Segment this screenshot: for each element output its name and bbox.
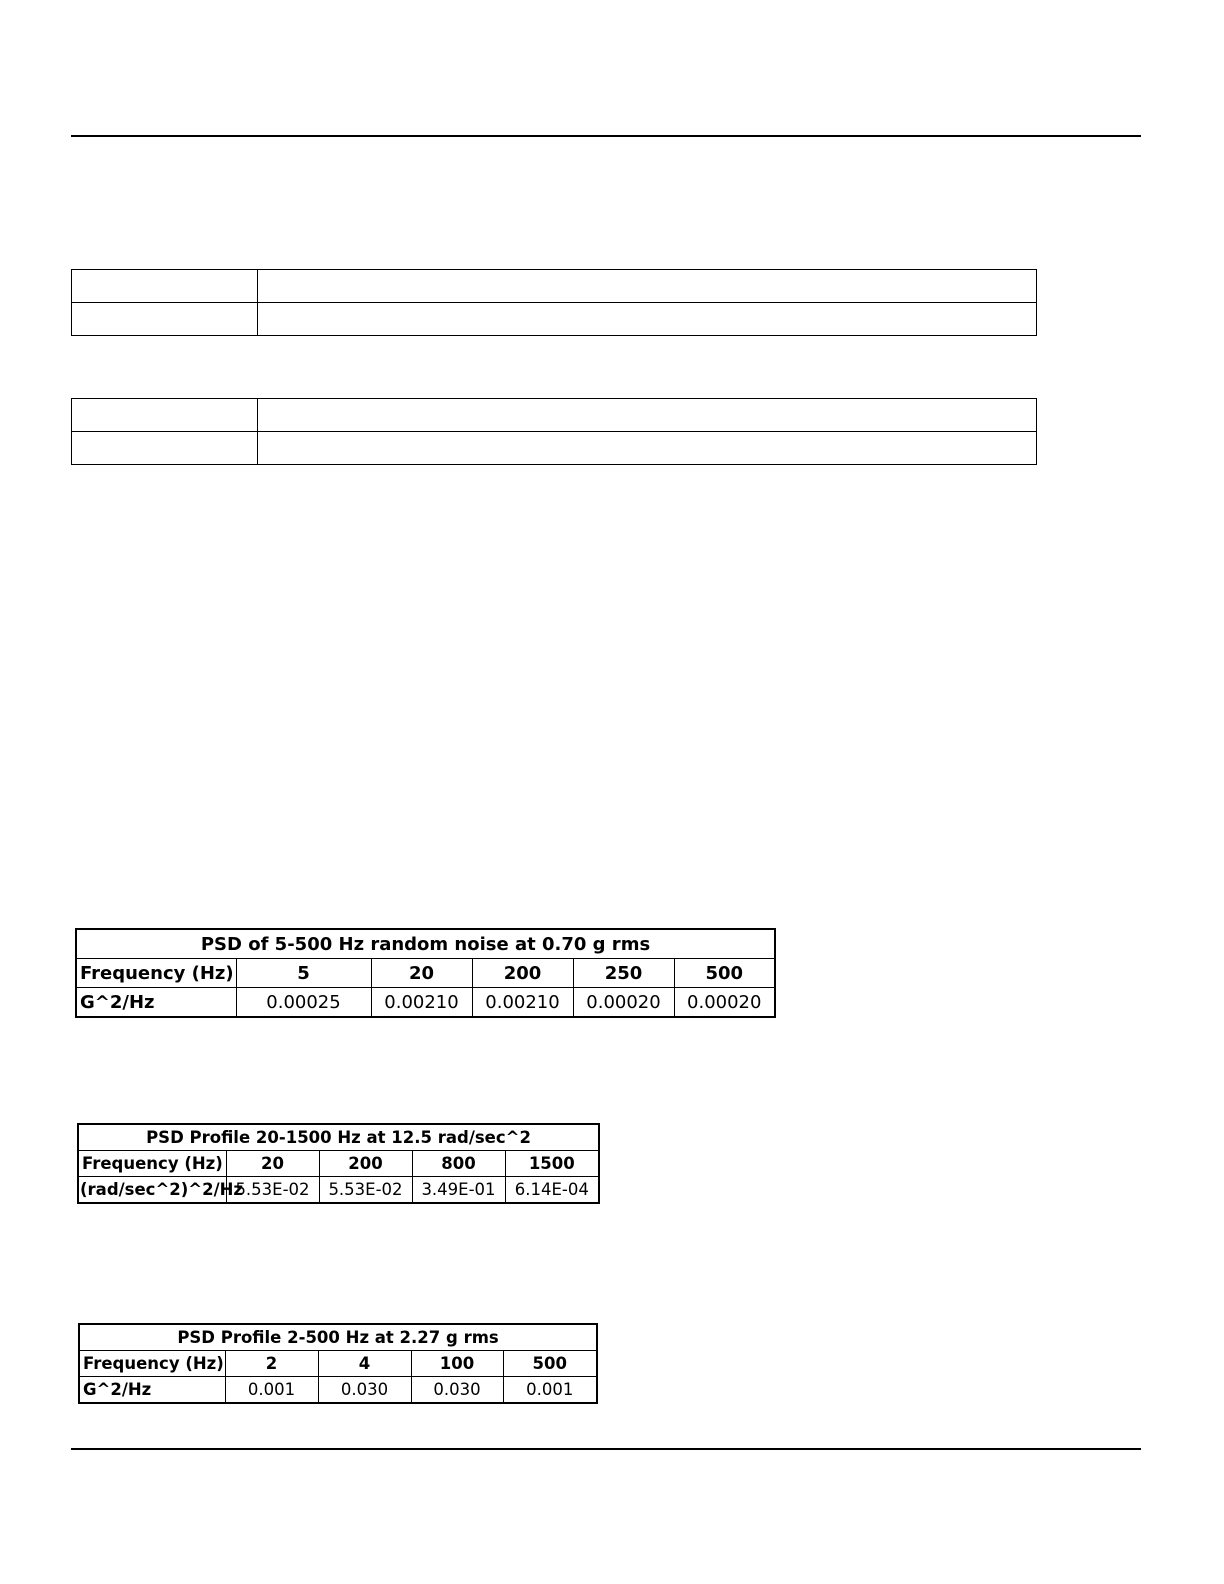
table-row xyxy=(79,1351,597,1377)
frequency-cell: 2 xyxy=(225,1351,318,1377)
value-cell: 0.00025 xyxy=(236,988,371,1018)
value-cell: 3.49E-01 xyxy=(412,1177,505,1204)
blank-cell xyxy=(72,399,258,432)
row-label-frequency: Frequency (Hz) xyxy=(79,1351,225,1377)
value-cell: 0.00210 xyxy=(371,988,472,1018)
table-title: PSD Profile 2-500 Hz at 2.27 g rms xyxy=(79,1324,597,1351)
table-title-row xyxy=(79,1324,597,1351)
value-cell: 5.53E-02 xyxy=(226,1177,319,1204)
table-title: PSD Profile 20-1500 Hz at 12.5 rad/sec^2 xyxy=(78,1124,599,1151)
table-title: PSD of 5-500 Hz random noise at 0.70 g rms xyxy=(76,929,775,959)
table-title-row xyxy=(76,929,775,959)
psd-table-rotational xyxy=(77,1123,600,1204)
row-label-frequency: Frequency (Hz) xyxy=(76,959,236,988)
blank-cell xyxy=(72,270,258,303)
frequency-cell: 200 xyxy=(472,959,573,988)
blank-cell xyxy=(258,270,1037,303)
frequency-cell: 500 xyxy=(503,1351,597,1377)
blank-cell xyxy=(72,303,258,336)
frequency-cell: 200 xyxy=(319,1151,412,1177)
blank-cell xyxy=(72,432,258,465)
row-label-frequency: Frequency (Hz) xyxy=(78,1151,226,1177)
blank-cell xyxy=(258,303,1037,336)
row-label-psd: G^2/Hz xyxy=(76,988,236,1018)
value-cell: 0.00210 xyxy=(472,988,573,1018)
table-row xyxy=(72,399,1037,432)
blank-cell xyxy=(258,399,1037,432)
frequency-cell: 5 xyxy=(236,959,371,988)
table-row xyxy=(76,959,775,988)
frequency-cell: 1500 xyxy=(505,1151,599,1177)
psd-table-random-noise xyxy=(75,928,776,1018)
table-row xyxy=(72,270,1037,303)
blank-table-1 xyxy=(71,269,1037,336)
value-cell: 0.001 xyxy=(503,1377,597,1404)
value-cell: 6.14E-04 xyxy=(505,1177,599,1204)
value-cell: 0.00020 xyxy=(573,988,674,1018)
row-label-psd: G^2/Hz xyxy=(79,1377,225,1404)
value-cell: 5.53E-02 xyxy=(319,1177,412,1204)
value-cell: 0.030 xyxy=(411,1377,503,1404)
frequency-cell: 800 xyxy=(412,1151,505,1177)
psd-table-profile xyxy=(78,1323,598,1404)
frequency-cell: 20 xyxy=(371,959,472,988)
frequency-cell: 100 xyxy=(411,1351,503,1377)
value-cell: 0.001 xyxy=(225,1377,318,1404)
header-rule xyxy=(71,135,1141,137)
value-cell: 0.00020 xyxy=(674,988,775,1018)
footer-rule xyxy=(71,1448,1141,1450)
table-title-row xyxy=(78,1124,599,1151)
table-row xyxy=(78,1177,599,1204)
frequency-cell: 250 xyxy=(573,959,674,988)
frequency-cell: 4 xyxy=(318,1351,411,1377)
table-row xyxy=(79,1377,597,1404)
table-row xyxy=(78,1151,599,1177)
table-row xyxy=(72,432,1037,465)
table-row xyxy=(72,303,1037,336)
value-cell: 0.030 xyxy=(318,1377,411,1404)
table-row xyxy=(76,988,775,1018)
blank-cell xyxy=(258,432,1037,465)
blank-table-2 xyxy=(71,398,1037,465)
row-label-psd: (rad/sec^2)^2/Hz xyxy=(78,1177,226,1204)
frequency-cell: 20 xyxy=(226,1151,319,1177)
frequency-cell: 500 xyxy=(674,959,775,988)
